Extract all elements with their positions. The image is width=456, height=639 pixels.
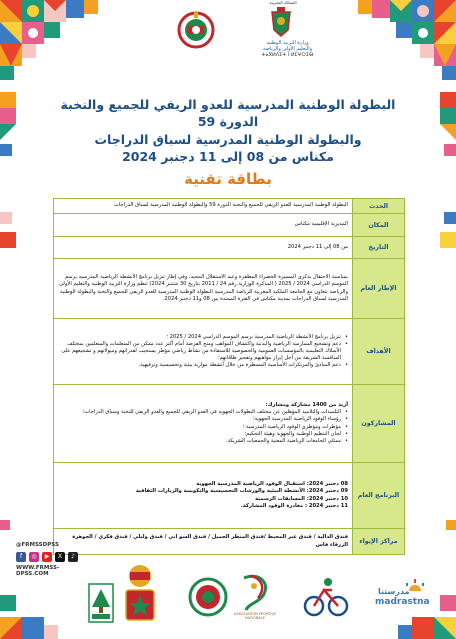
row-value-objectives bbox=[54, 319, 353, 385]
row-value-place bbox=[54, 214, 353, 237]
card-title: بطاقة تقنية bbox=[184, 170, 272, 188]
list-item: • تنزيل برنامج الأنشطة الرياضية المدرسية برسم الموسم الدراسي 2024 / 2025 ؛ bbox=[58, 334, 348, 341]
row-label-place: المكان bbox=[353, 214, 405, 237]
table-row bbox=[54, 463, 405, 529]
royal-crest-logo bbox=[118, 562, 162, 622]
social-block bbox=[6, 542, 86, 577]
technical-sheet-table bbox=[53, 198, 405, 555]
table-row bbox=[54, 199, 405, 214]
top-left-mosaic bbox=[0, 0, 110, 90]
social-handle: @FRMSSDPSS bbox=[16, 542, 59, 548]
event-text: البطولة الوطنية المدرسية للعدو الريفي للجميع والنخبة الدورة 59 والبطولة الوطنية المدرسية لسباق الدراجات bbox=[114, 202, 348, 209]
row-value-event bbox=[54, 199, 353, 214]
ministry-tifinagh: ⵜⴰⴳⵍⴷⵉⵜ ⵏ ⵍⵎⵖⵔⵉⴱ bbox=[261, 52, 314, 58]
program-day-4: 11 دجنبر 2024 : مغادرة الوفود المشاركة. bbox=[240, 502, 348, 509]
list-item: • رؤساء الوفود الرياضية المدرسية الجهوية؛ bbox=[58, 416, 348, 423]
program-day-1: 08 دجنبر 2024: استقبال الوفود الرياضية المدرسية الجهوية bbox=[196, 481, 348, 488]
table-row bbox=[54, 529, 405, 555]
table-row bbox=[54, 385, 405, 463]
asrt-cedar-logo bbox=[88, 583, 114, 623]
event-title: البطولة الوطنية المدرسية للعدو الريفي للجميع والنخبة الدورة 59 bbox=[60, 97, 396, 129]
row-value-program bbox=[54, 463, 353, 529]
olympic-committee-logo bbox=[188, 575, 228, 623]
row-label-participants: المشاركون bbox=[353, 385, 405, 463]
program-day-2: 09 دجنبر 2024: الأنشطة البيئية والورشات التحسيسية والتكوينية والزيارات الثقافية bbox=[135, 488, 348, 495]
place-text: المديرية الإقليمية مكناس bbox=[294, 221, 348, 228]
row-label-framework: الإطار العام bbox=[353, 259, 405, 319]
social-icons bbox=[16, 552, 86, 562]
asn-caption: ASSOCIATION SPORTIVE NATIONALE bbox=[234, 612, 276, 620]
top-right-mosaic bbox=[346, 0, 456, 90]
row-label-program: البرنامج العام bbox=[353, 463, 405, 529]
table-row bbox=[54, 319, 405, 385]
row-value-accommodation bbox=[54, 529, 353, 555]
list-item: • دعم وتشجيع الممارسة الرياضية والبدنية واكتشاف المواهب ومنح الفرصة أمام أكبر عدد ممكن من المتعلمات والمتعلمين بمختلف الأسلاك التعليمية بالمؤسسات العمومية والخصوصية للاستفادة من نشاط رياضي مؤطر يستجيب لقدراتهم وميولاتهم و تشجيعهم على المنافسة الشريفة من أجل إبراز مواهبهم وتفجير طاقاتهم؛ bbox=[58, 341, 348, 362]
event-dates: مكناس من 08 إلى 11 دجنبر 2024 bbox=[122, 149, 334, 164]
date-text: من 08 إلى 11 دجنبر 2024 bbox=[287, 243, 348, 250]
program-day-3: 10 دجنبر 2024: المسابقات الرسمية bbox=[255, 495, 348, 502]
ministry-header-small: المملكة المغربية bbox=[269, 0, 297, 5]
list-item: • مؤطرات ومؤطري الوفود الرياضية المدرسية ؛ bbox=[58, 424, 348, 431]
moroccan-coat-of-arms bbox=[268, 6, 294, 40]
table-row bbox=[54, 259, 405, 319]
cycling-federation-logo bbox=[302, 574, 350, 620]
event-subtitle: والبطولة الوطنية المدرسية لسباق الدراجات bbox=[94, 132, 362, 147]
table-row bbox=[54, 237, 405, 259]
x-icon[interactable]: X bbox=[55, 552, 65, 562]
federation-logo bbox=[176, 8, 216, 52]
objectives-list bbox=[58, 334, 348, 369]
row-value-framework bbox=[54, 259, 353, 319]
madrastna-arabic: مدرستنا bbox=[378, 587, 410, 596]
facebook-icon[interactable]: f bbox=[16, 552, 26, 562]
row-label-accommodation: مراكز الإيواء bbox=[353, 529, 405, 555]
list-item: • ممثلي الجامعات الرياضية المعنية والجمعيات الشريكة. bbox=[58, 438, 348, 445]
tiktok-icon[interactable]: ♪ bbox=[68, 552, 78, 562]
participants-count: أزيد من 1400 مشاركة ومشارك: bbox=[265, 402, 348, 409]
row-label-objectives: الأهداف bbox=[353, 319, 405, 385]
ministry-line-2: والتعليم الأولي والرياضة bbox=[262, 46, 313, 52]
list-item: • لجان التنظيم الوطنية والجهوية وهيئة التحكيم؛ bbox=[58, 431, 348, 438]
list-item: • التلميذات والتلاميذ المؤهلين عن مختلف البطولات الجهوية في العدو الريفي للجميع والعدو الريفي للنخبة وسباق الدراجات؛ bbox=[58, 409, 348, 416]
ministry-line-1: وزارة التربية الوطنية bbox=[266, 40, 309, 46]
row-value-date bbox=[54, 237, 353, 259]
row-label-date: التاريخ bbox=[353, 237, 405, 259]
ministry-name bbox=[240, 40, 335, 58]
row-value-participants bbox=[54, 385, 353, 463]
madrastna-latin: madrastna bbox=[375, 597, 430, 607]
list-item: • دعم المبادئ والمرتكزات الأساسية المسطرة من خلال أنشطة موازية بيئية وتحسيسية وترفيهية. bbox=[58, 362, 348, 369]
youtube-icon[interactable]: ▶ bbox=[42, 552, 52, 562]
accommodation-text: فندق الدالية / فندق عبر المحيط /فندق المنظر الجميل / فندق السو اني / فندق ولبلي / فندق فكري / الجوهرة الزرقاء فاس bbox=[72, 534, 348, 548]
left-side-mosaic bbox=[0, 92, 40, 272]
bottom-left-mosaic bbox=[0, 520, 60, 639]
row-label-event: الحدث bbox=[353, 199, 405, 214]
website-link[interactable]: WWW.FRMSS-DPSS.COM bbox=[16, 565, 60, 577]
athletics-federation-logo bbox=[236, 572, 274, 612]
instagram-icon[interactable]: ◎ bbox=[29, 552, 39, 562]
right-side-mosaic bbox=[416, 92, 456, 272]
participants-list bbox=[58, 409, 348, 444]
framework-text: بمناسبة الاحتفال بذكرى المسيرة الخضراء المظفرة وعيد الاستقلال المجيد، وفي إطار تنزيل برنامج الأنشطة الرياضية المدرسية برسم الموسم الدراسي 2024 / 2025 ( المذكرة الوزارية رقم 24 / 2011 بتاريخ 30 شتنبر 2024) تنظم وزارة التربية الوطنية والتعليم الأولي والرياضة بتعاون مع الجامعة الملكية المغربية للرياضة المدرسية البطولة الوطنية المدرسية للعدو الريفي للجميع والنخبة والبطولة الوطنية المدرسية لسباق الدراجات بمدينة مكناس في الفترة الممتدة بين 08 و11 دجنبر 2024. bbox=[58, 274, 348, 302]
table-row bbox=[54, 214, 405, 237]
